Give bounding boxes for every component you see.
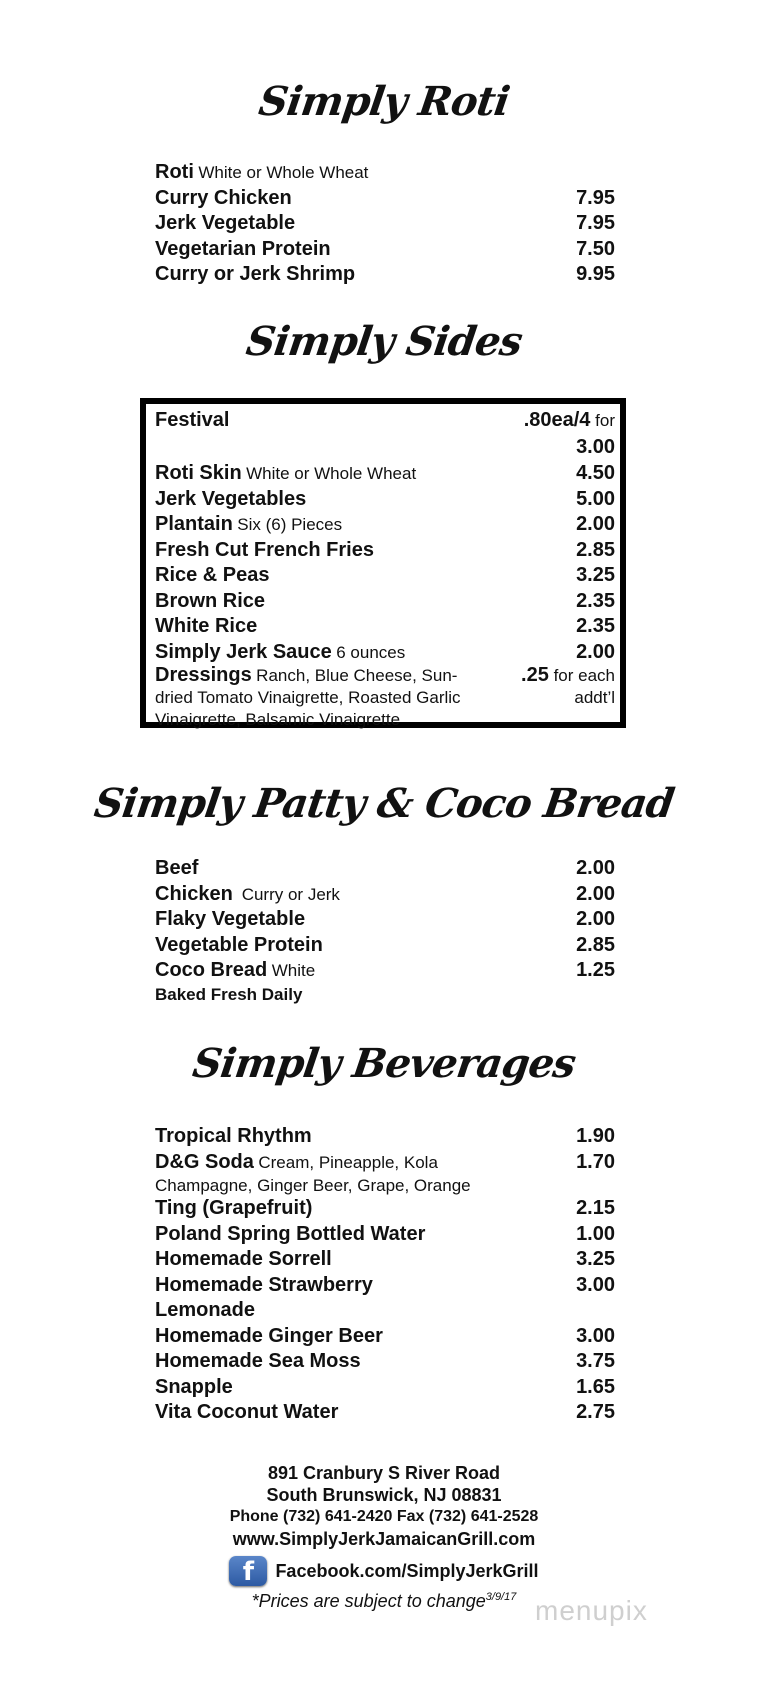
item-name: Jerk Vegetable — [155, 212, 296, 234]
list-item — [155, 640, 615, 666]
item-name: Simply Jerk Sauce — [155, 640, 332, 663]
watermark: menupix — [535, 1595, 648, 1626]
website-link[interactable]: www.SimplyJerkJamaicanGrill.com — [232, 1529, 536, 1549]
dressings-price: .25 — [521, 664, 549, 686]
item-price: 2.35 — [576, 589, 615, 612]
item-price: 2.75 — [576, 1401, 615, 1423]
list-item — [155, 1196, 615, 1222]
list-item — [155, 563, 615, 589]
festival-price-bundle: 3.00 — [576, 435, 615, 458]
item-name: White Rice — [155, 615, 258, 637]
list-item — [155, 614, 615, 640]
item-name: Homemade Sea Moss — [155, 1350, 361, 1372]
item-price: 2.00 — [576, 908, 615, 930]
festival-price: .80ea/4 — [523, 409, 591, 431]
patty-section-title: Simply Patty & Coco Bread — [91, 780, 677, 827]
item-desc: White — [271, 961, 316, 980]
list-item — [155, 461, 615, 487]
sides-list — [155, 408, 615, 731]
item-name: Homemade Ginger Beer — [155, 1324, 383, 1347]
item-name: D&G Soda — [155, 1150, 254, 1173]
beverages-section-title: Simply Beverages — [189, 1040, 579, 1087]
item-name: Jerk Vegetables — [155, 487, 307, 510]
list-item — [155, 1375, 615, 1401]
item-price: 3.75 — [576, 1350, 615, 1372]
item-price: 3.25 — [576, 1248, 615, 1270]
list-item — [155, 1324, 615, 1350]
list-item — [155, 211, 615, 237]
item-price: 2.00 — [576, 857, 615, 879]
festival-row — [155, 408, 615, 461]
festival-price-suffix: for — [590, 411, 615, 430]
item-name: Flaky Vegetable — [155, 908, 306, 930]
roti-list — [155, 160, 615, 288]
footer — [0, 1462, 768, 1612]
list-item — [155, 933, 615, 959]
item-name: Plantain — [155, 513, 233, 535]
item-name: Ting (Grapefruit) — [155, 1197, 313, 1219]
roti-section-title: Simply Roti — [256, 78, 512, 125]
list-item — [155, 1400, 615, 1426]
roti-header-desc: White or Whole Wheat — [198, 163, 369, 182]
item-name: Vita Coconut Water — [155, 1401, 339, 1423]
item-price: 1.70 — [576, 1150, 615, 1173]
list-item — [155, 1150, 615, 1176]
item-price: 7.95 — [576, 186, 615, 209]
item-name: Homemade Sorrell — [155, 1248, 332, 1270]
item-name: Vegetarian Protein — [155, 237, 331, 260]
beverages-list — [155, 1124, 615, 1426]
item-name: Curry Chicken — [155, 186, 292, 209]
phone-fax: Phone (732) 641-2420 Fax (732) 641-2528 — [229, 1508, 539, 1525]
item-price: 9.95 — [576, 263, 615, 285]
list-item — [155, 1349, 615, 1375]
item-name: Poland Spring Bottled Water — [155, 1222, 426, 1245]
item-price: 1.25 — [576, 959, 615, 981]
item-name: Beef — [155, 857, 199, 879]
sides-box — [140, 398, 626, 728]
list-item — [155, 1273, 615, 1299]
item-name: Curry or Jerk Shrimp — [155, 263, 356, 285]
list-item — [155, 882, 615, 908]
item-name: Snapple — [155, 1375, 233, 1398]
list-item-continued — [155, 1298, 615, 1324]
address-line-1: 891 Cranbury S River Road — [267, 1463, 501, 1483]
item-price: 2.85 — [576, 933, 615, 956]
address-line-2: South Brunswick, NJ 08831 — [266, 1485, 502, 1505]
item-price: 7.95 — [576, 212, 615, 234]
item-name: Coco Bread — [155, 959, 268, 981]
list-item — [155, 1124, 615, 1150]
dressings-row — [155, 665, 615, 731]
disclaimer-text: *Prices are subject to change — [251, 1591, 486, 1611]
item-desc: Curry or Jerk — [241, 884, 340, 904]
menu-date: 3/9/17 — [485, 1591, 517, 1603]
list-item — [155, 589, 615, 615]
item-price: 3.25 — [576, 564, 615, 586]
festival-name: Festival — [155, 409, 230, 431]
item-desc: 6 ounces — [336, 642, 406, 662]
item-name: Homemade Strawberry — [155, 1273, 373, 1296]
item-name: Brown Rice — [155, 589, 266, 612]
list-item — [155, 856, 615, 882]
list-item — [155, 186, 615, 212]
item-price: 2.00 — [576, 513, 615, 535]
dressings-price-suffix: for each addt’l — [548, 666, 615, 707]
item-price: 4.50 — [576, 462, 615, 484]
item-price: 1.90 — [576, 1125, 615, 1147]
list-item — [155, 907, 615, 933]
roti-header-row — [155, 160, 615, 186]
facebook-icon[interactable]: f — [229, 1556, 267, 1586]
item-name: Roti Skin — [155, 462, 242, 484]
item-desc: White or Whole Wheat — [246, 464, 417, 483]
item-desc: Cream, Pineapple, Kola — [258, 1152, 438, 1172]
patty-note: Baked Fresh Daily — [155, 984, 303, 1004]
list-item — [155, 538, 615, 564]
list-item — [155, 262, 615, 288]
list-item — [155, 958, 615, 984]
item-price: 5.00 — [576, 487, 615, 510]
sides-section-title: Simply Sides — [243, 318, 525, 365]
item-price: 1.00 — [576, 1222, 615, 1245]
item-price: 3.00 — [576, 1324, 615, 1347]
item-price: 2.00 — [576, 882, 615, 905]
list-item — [155, 1247, 615, 1273]
item-name: Vegetable Protein — [155, 933, 323, 956]
item-price: 2.85 — [576, 538, 615, 561]
dressings-name: Dressings — [155, 664, 252, 686]
price-disclaimer — [0, 1586, 768, 1612]
item-name: Rice & Peas — [155, 564, 270, 586]
list-item — [155, 1222, 615, 1248]
patty-list — [155, 856, 615, 1005]
item-name-continued: Lemonade — [155, 1299, 256, 1321]
item-name: Chicken — [155, 882, 233, 905]
list-item — [155, 237, 615, 263]
item-price: 7.50 — [576, 237, 615, 260]
list-item — [155, 512, 615, 538]
item-price: 2.35 — [576, 615, 615, 637]
item-price: 2.15 — [576, 1197, 615, 1219]
dressings-desc: Ranch, Blue Cheese, Sun-dried Tomato Vinaigrette, Roasted Garlic Vinaigrette, Balsamic Vinaigrette — [155, 666, 461, 729]
item-desc: Six (6) Pieces — [237, 515, 343, 534]
item-price: 3.00 — [576, 1273, 615, 1296]
item-price: 1.65 — [576, 1375, 615, 1398]
facebook-link[interactable]: Facebook.com/SimplyJerkGrill — [275, 1561, 539, 1581]
item-name: Tropical Rhythm — [155, 1125, 312, 1147]
list-item — [155, 487, 615, 513]
item-name: Fresh Cut French Fries — [155, 538, 374, 561]
dg-flavors: Champagne, Ginger Beer, Grape, Orange — [155, 1176, 471, 1195]
facebook-row — [0, 1556, 768, 1586]
item-price: 2.00 — [576, 640, 615, 663]
roti-header-name: Roti — [155, 161, 194, 183]
